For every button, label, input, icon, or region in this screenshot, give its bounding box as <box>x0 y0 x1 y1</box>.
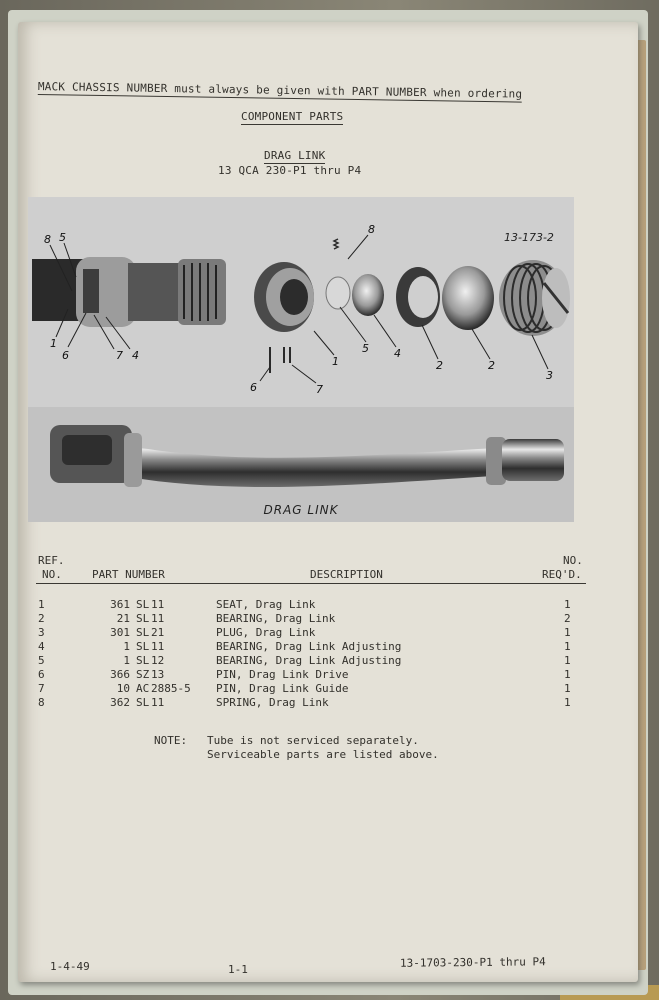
note-line-1: Tube is not serviced separately. <box>207 734 419 747</box>
part-class: SL <box>136 626 150 639</box>
seat-part <box>254 262 314 332</box>
ref-number: 4 <box>38 640 45 653</box>
part-number: 10 <box>116 682 130 695</box>
document-page <box>18 22 638 982</box>
quantity-required: 1 <box>564 640 571 653</box>
col-header-ref-2: NO. <box>42 568 62 581</box>
quantity-required: 1 <box>564 626 571 639</box>
callout-label: 2 <box>436 359 443 372</box>
part-description: PLUG, Drag Link <box>216 626 316 639</box>
table-row <box>18 654 638 668</box>
threaded-plug <box>499 260 570 336</box>
part-class: SZ <box>136 668 150 681</box>
callout-label: 7 <box>316 383 323 396</box>
callout-label: 8 <box>44 233 51 246</box>
parts-photo <box>28 197 574 522</box>
part-number: 301 <box>110 626 130 639</box>
part-group: 2885-5 <box>151 682 191 695</box>
callout-label: 6 <box>62 349 69 362</box>
figure-number: 13-173-2 <box>504 231 554 244</box>
quantity-required: 1 <box>564 668 571 681</box>
table-row <box>18 626 638 640</box>
callout-label: 5 <box>362 342 369 355</box>
footer-document-reference: 13-1703-230-P1 thru P4 <box>399 955 546 970</box>
callout-label: 4 <box>132 349 139 362</box>
col-header-req-1: NO. <box>563 554 583 567</box>
quantity-required: 1 <box>564 654 571 667</box>
callout-label: 2 <box>488 359 495 372</box>
part-number: 1 <box>123 640 130 653</box>
part-group: 11 <box>151 612 165 625</box>
header-rule <box>36 583 586 584</box>
note-label: NOTE: <box>154 734 188 747</box>
col-header-ref-1: REF. <box>38 554 65 567</box>
table-row <box>18 612 638 626</box>
ref-number: 5 <box>38 654 45 667</box>
table-row <box>18 640 638 654</box>
table-row <box>18 696 638 710</box>
part-number: 362 <box>110 696 130 709</box>
part-description: PIN, Drag Link Guide <box>216 682 349 695</box>
adjusting-bearing <box>352 274 384 316</box>
part-class: SL <box>136 696 150 709</box>
drag-link-illustration <box>28 197 574 522</box>
table-row <box>18 682 638 696</box>
part-description: BEARING, Drag Link <box>216 612 336 625</box>
col-header-req-2: REQ'D. <box>542 568 582 581</box>
part-number: 366 <box>110 668 130 681</box>
part-class: SL <box>136 612 150 625</box>
part-group: 21 <box>151 626 165 639</box>
part-group: 11 <box>151 598 165 611</box>
part-number: 21 <box>116 612 130 625</box>
col-header-part-number: PART NUMBER <box>92 568 165 581</box>
drag-link-bearing <box>442 266 494 330</box>
part-number: 361 <box>110 598 130 611</box>
part-description: BEARING, Drag Link Adjusting <box>216 654 402 667</box>
callout-label: 1 <box>332 355 339 368</box>
note-line-2: Serviceable parts are listed above. <box>207 748 439 761</box>
assembly-title: DRAG LINK <box>264 149 326 162</box>
part-group: 11 <box>151 696 165 709</box>
footer-page-number: 1-1 <box>228 963 248 976</box>
ref-number: 3 <box>38 626 45 639</box>
model-range: 13 QCA 230-P1 thru P4 <box>218 164 362 177</box>
part-description: BEARING, Drag Link Adjusting <box>216 640 402 653</box>
callout-label: 5 <box>59 231 66 244</box>
bearing-ring <box>396 267 440 327</box>
callout-label: 8 <box>368 223 375 236</box>
part-group: 11 <box>151 640 165 653</box>
part-class: AC <box>136 682 150 695</box>
ref-number: 8 <box>38 696 45 709</box>
ref-number: 6 <box>38 668 45 681</box>
part-number: 1 <box>123 654 130 667</box>
callout-label: 4 <box>394 347 401 360</box>
table-row <box>18 668 638 682</box>
part-group: 13 <box>151 668 165 681</box>
quantity-required: 1 <box>564 696 571 709</box>
part-group: 12 <box>151 654 165 667</box>
callout-label: 3 <box>546 369 553 382</box>
ref-number: 1 <box>38 598 45 611</box>
quantity-required: 1 <box>564 682 571 695</box>
figure-caption: DRAG LINK <box>263 503 339 517</box>
part-description: SPRING, Drag Link <box>216 696 329 709</box>
quantity-required: 2 <box>564 612 571 625</box>
footer-date: 1-4-49 <box>50 960 90 973</box>
ordering-note: MACK CHASSIS NUMBER must always be given with PART NUMBER when ordering <box>37 80 523 101</box>
part-class: SL <box>136 654 150 667</box>
bearing-disc <box>326 277 350 309</box>
part-class: SL <box>136 640 150 653</box>
part-class: SL <box>136 598 150 611</box>
ref-number: 7 <box>38 682 45 695</box>
quantity-required: 1 <box>564 598 571 611</box>
callout-label: 7 <box>116 349 123 362</box>
ref-number: 2 <box>38 612 45 625</box>
col-header-description: DESCRIPTION <box>310 568 383 581</box>
section-title: COMPONENT PARTS <box>241 110 344 123</box>
callout-label: 1 <box>50 337 57 350</box>
table-row <box>18 598 638 612</box>
part-description: PIN, Drag Link Drive <box>216 668 349 681</box>
callout-label: 6 <box>250 381 257 394</box>
part-description: SEAT, Drag Link <box>216 598 316 611</box>
